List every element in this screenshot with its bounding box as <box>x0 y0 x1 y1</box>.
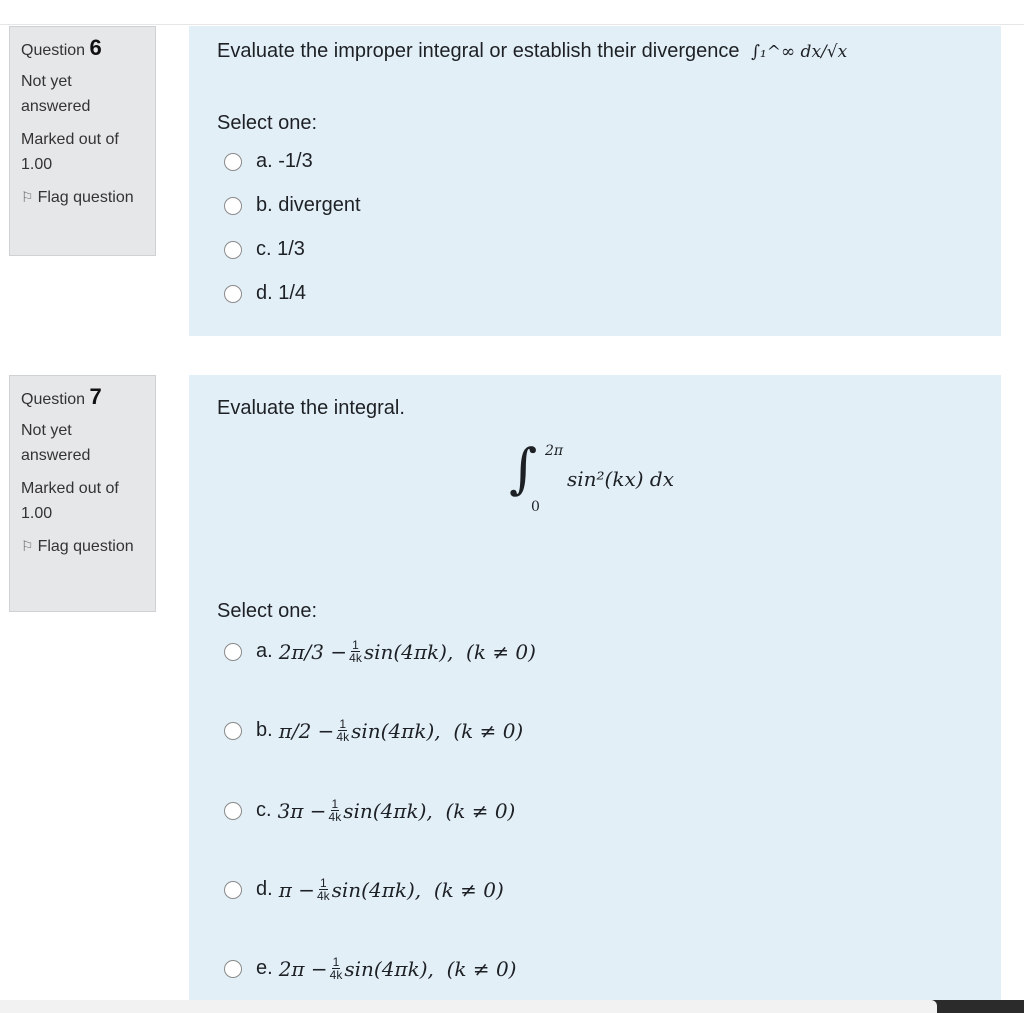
improper-integral: ∫₁^∞ dx/√x <box>751 42 848 62</box>
question-6-info <box>9 26 156 256</box>
option-b[interactable]: b. π/2 − $\frac{1}{4k}$ sin(4πk), (k ≠ 0) <box>224 718 523 743</box>
option-d[interactable]: d. 1/4 <box>224 282 306 305</box>
select-one-label: Select one: <box>217 600 318 622</box>
flag-icon: ⚐ <box>21 538 34 554</box>
option-a[interactable]: a. -1/3 <box>224 150 313 173</box>
radio-button[interactable] <box>224 722 242 740</box>
radio-button[interactable] <box>224 197 242 215</box>
question-text: Evaluate the improper integral or establish their divergence ∫₁^∞ dx/√x <box>217 40 848 62</box>
integral-sign: ∫ <box>509 437 538 500</box>
integrand: sin²(kx) dx <box>567 467 675 491</box>
fraction: $\frac{1}{4k}$ <box>336 717 350 744</box>
bottom-dock-bar <box>0 1000 1024 1013</box>
radio-button[interactable] <box>224 241 242 259</box>
flag-question-link[interactable]: ⚐ Flag question <box>21 538 134 555</box>
question-number: Question 6 <box>21 35 102 60</box>
option-c[interactable]: c. 3π − $\frac{1}{4k}$ sin(4πk), (k ≠ 0) <box>224 798 515 823</box>
radio-button[interactable] <box>224 881 242 899</box>
lower-limit: 0 <box>531 499 540 515</box>
fraction: $\frac{1}{4k}$ <box>328 797 342 824</box>
flag-icon: ⚐ <box>21 189 34 205</box>
question-7-content <box>189 375 1001 1000</box>
radio-button[interactable] <box>224 153 242 171</box>
option-e[interactable]: e. 2π − $\frac{1}{4k}$ sin(4πk), (k ≠ 0) <box>224 956 517 981</box>
option-b[interactable]: b. divergent <box>224 194 361 217</box>
question-6-content <box>189 26 1001 336</box>
fraction: $\frac{1}{4k}$ <box>349 638 362 665</box>
question-7-info <box>9 375 156 612</box>
radio-button[interactable] <box>224 285 242 303</box>
radio-button[interactable] <box>224 960 242 978</box>
option-c[interactable]: c. 1/3 <box>224 238 305 261</box>
fraction: $\frac{1}{4k}$ <box>316 876 330 903</box>
question-marks: Marked out of 1.00 <box>21 131 119 173</box>
question-text: Evaluate the integral. <box>217 397 405 419</box>
radio-button[interactable] <box>224 643 242 661</box>
upper-limit: 2π <box>545 443 564 459</box>
flag-question-link[interactable]: ⚐ Flag question <box>21 189 134 206</box>
question-state: Not yet answered <box>21 73 91 115</box>
option-d[interactable]: d. π − $\frac{1}{4k}$ sin(4πk), (k ≠ 0) <box>224 877 504 902</box>
select-one-label: Select one: <box>217 112 318 134</box>
integral-expression <box>509 435 739 525</box>
bottom-bar-pill <box>0 1000 937 1013</box>
browser-top-strip <box>0 0 1024 25</box>
option-a[interactable]: a. 2π/3 − $\frac{1}{4k}$ sin(4πk), (k ≠ 0) <box>224 639 536 664</box>
fraction: $\frac{1}{4k}$ <box>329 955 343 982</box>
question-state: Not yet answered <box>21 422 91 464</box>
radio-button[interactable] <box>224 802 242 820</box>
question-number: Question 7 <box>21 384 102 409</box>
question-marks: Marked out of 1.00 <box>21 480 119 522</box>
